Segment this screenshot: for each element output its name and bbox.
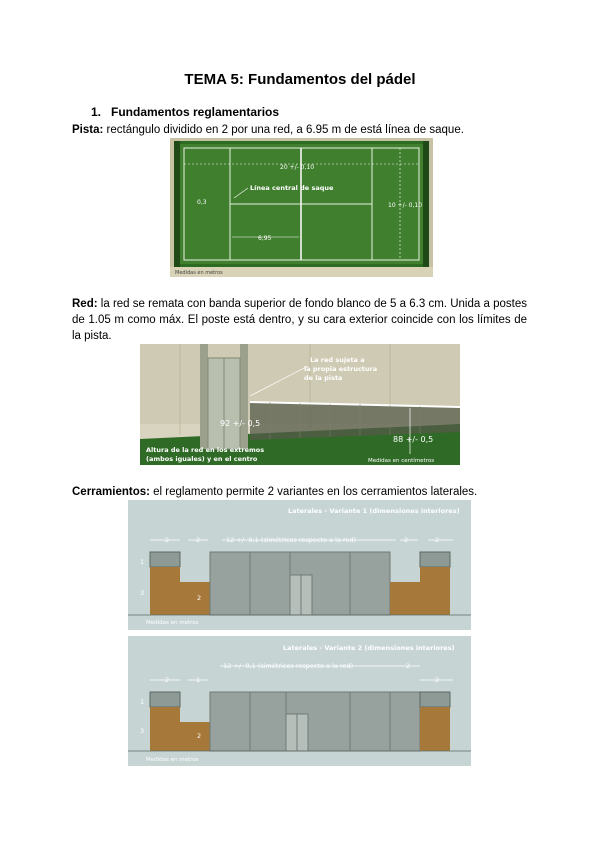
court-units-label: Medidas en metros xyxy=(175,270,223,276)
variant2-left-dim-b: 1 xyxy=(196,676,201,684)
variant2-right-dim-a: 2 xyxy=(406,662,411,670)
term-pista: Pista: xyxy=(72,124,104,136)
court-service-line-label: Línea central de saque xyxy=(250,184,334,192)
section-heading xyxy=(91,105,279,119)
variant1-diagram xyxy=(128,500,471,630)
variant2-title: Laterales - Variante 2 (dimensiones interiores) xyxy=(283,644,455,652)
variant2-diagram xyxy=(128,636,471,766)
variant2-left-dim-a: 2 xyxy=(165,676,170,684)
variant1-height-lower: 3 xyxy=(140,589,145,597)
net-post-label-line1: La red sujeta a xyxy=(310,356,365,364)
court-offset-label: 0,3 xyxy=(197,199,207,206)
term-cerramientos: Cerramientos: xyxy=(72,486,150,498)
variant2-center-dim: 12 +/- 0,1 (simétricos respecto a la red) xyxy=(223,662,354,670)
variant2-mid-height: 2 xyxy=(197,732,202,740)
variant2-right-dim-b: 2 xyxy=(435,676,440,684)
variant2-units-label: Medidas en metros xyxy=(146,757,199,763)
variant2-height-lower: 3 xyxy=(140,727,145,735)
net-center-height-label: 88 +/- 0,5 xyxy=(393,435,434,444)
variant1-right-dim-b: 2 xyxy=(435,536,440,544)
text-pista: rectángulo dividido en 2 por una red, a 6.95 m de está línea de saque. xyxy=(103,124,464,136)
variant1-left-dim-b: 2 xyxy=(196,536,201,544)
variant1-right-dim-a: 2 xyxy=(404,536,409,544)
net-post-label-line3: de la pista xyxy=(304,374,343,382)
paragraph-pista xyxy=(72,122,527,138)
variant2-height-upper: 1 xyxy=(140,698,145,706)
variant1-title: Laterales - Variante 1 (dimensiones interiores) xyxy=(288,507,460,515)
term-red: Red: xyxy=(72,298,98,310)
section-title: Fundamentos reglamentarios xyxy=(111,105,280,119)
net-caption-line1: Altura de la red en los extremos xyxy=(146,446,265,454)
variant1-units-label: Medidas en metros xyxy=(146,620,199,626)
section-number: 1. xyxy=(91,105,102,119)
net-post-label-line2: la propia estructura xyxy=(304,365,378,373)
variant1-left-dim-a: 2 xyxy=(165,536,170,544)
text-red: la red se remata con banda superior de fondo blanco de 5 a 6.3 cm. Unida a postes de 1.05 m como máx. El poste está dentro, y su cara exterior coincide con los límites de la pista. xyxy=(72,298,527,342)
court-diagram xyxy=(170,138,433,277)
court-service-distance-label: 6,95 xyxy=(258,235,272,242)
net-caption-line2: (ambos iguales) y en el centro xyxy=(146,455,258,463)
court-length-label: 20 +/- 0,10 xyxy=(280,164,315,171)
paragraph-cerramientos xyxy=(72,484,527,500)
text-cerramientos: el reglamento permite 2 variantes en los cerramientos laterales. xyxy=(149,486,478,498)
variant1-center-dim: 12 +/- 0,1 (simétricos respecto a la red) xyxy=(226,536,357,544)
net-diagram xyxy=(140,344,460,465)
page-title: TEMA 5: Fundamentos del pádel xyxy=(184,71,416,88)
net-units-label: Medidas en centímetros xyxy=(368,458,435,464)
variant1-mid-height: 2 xyxy=(197,594,202,602)
net-end-height-label: 92 +/- 0,5 xyxy=(220,419,261,428)
paragraph-red xyxy=(72,296,527,344)
court-width-label: 10 +/- 0,10 xyxy=(388,202,423,209)
variant1-height-upper: 1 xyxy=(140,558,145,566)
